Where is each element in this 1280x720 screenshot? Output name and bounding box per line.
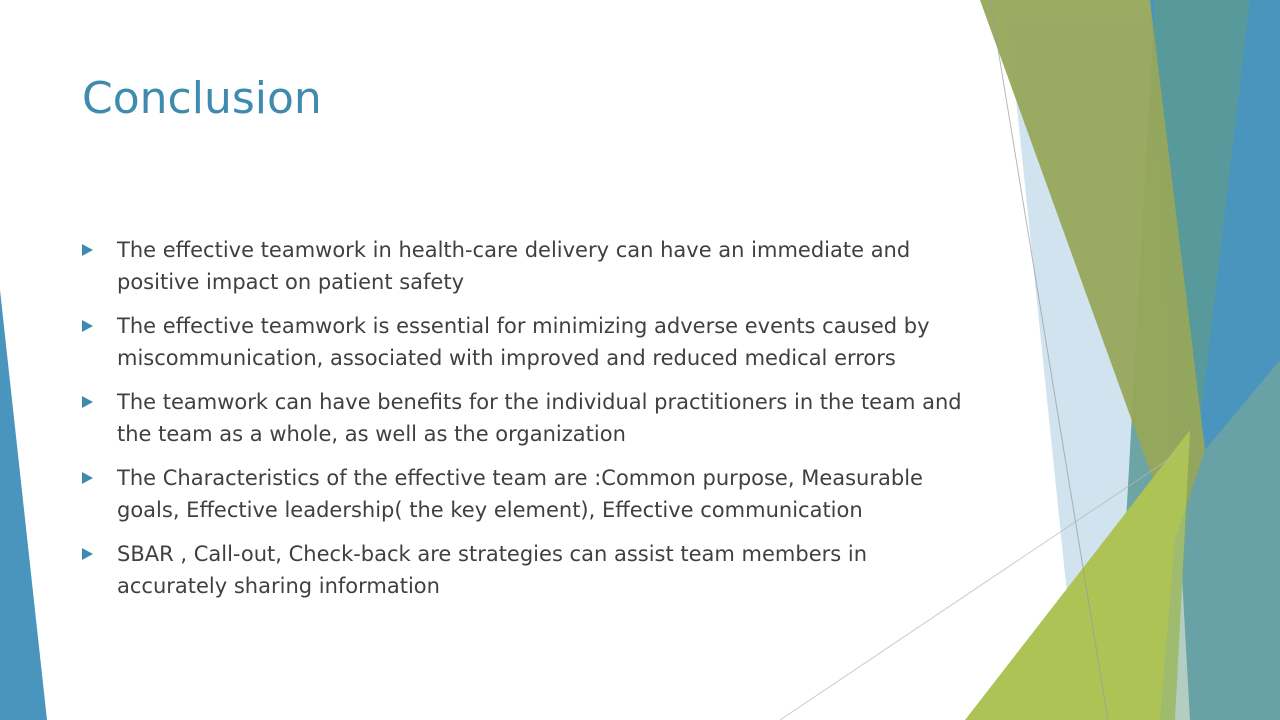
bullet-item bbox=[80, 462, 980, 526]
triangle-right-icon bbox=[82, 472, 93, 484]
triangle-right-icon bbox=[82, 320, 93, 332]
triangle-right-icon bbox=[82, 244, 93, 256]
bullet-text: SBAR , Call-out, Check-back are strategies can assist team members in accurately sharing information bbox=[117, 542, 868, 598]
left-blue-sliver bbox=[0, 290, 47, 720]
slide-title: Conclusion bbox=[82, 73, 322, 124]
bullet-text: The teamwork can have benefits for the individual practitioners in the team and the team as a whole, as well as the organization bbox=[117, 390, 962, 446]
bullet-item bbox=[80, 310, 980, 374]
triangle-right-icon bbox=[82, 548, 93, 560]
bullet-item bbox=[80, 538, 980, 602]
bullet-item bbox=[80, 386, 980, 450]
bullet-item bbox=[80, 234, 980, 298]
bullet-text: The Characteristics of the effective team are :Common purpose, Measurable goals, Effective leadership( the key element), Effective communication bbox=[117, 466, 923, 522]
bullet-text: The effective teamwork is essential for minimizing adverse events caused by miscommunication, associated with improved and reduced medical errors bbox=[117, 314, 930, 370]
triangle-right-icon bbox=[82, 396, 93, 408]
bullet-text: The effective teamwork in health-care delivery can have an immediate and positive impact on patient safety bbox=[117, 238, 911, 294]
bullet-list bbox=[80, 234, 980, 614]
